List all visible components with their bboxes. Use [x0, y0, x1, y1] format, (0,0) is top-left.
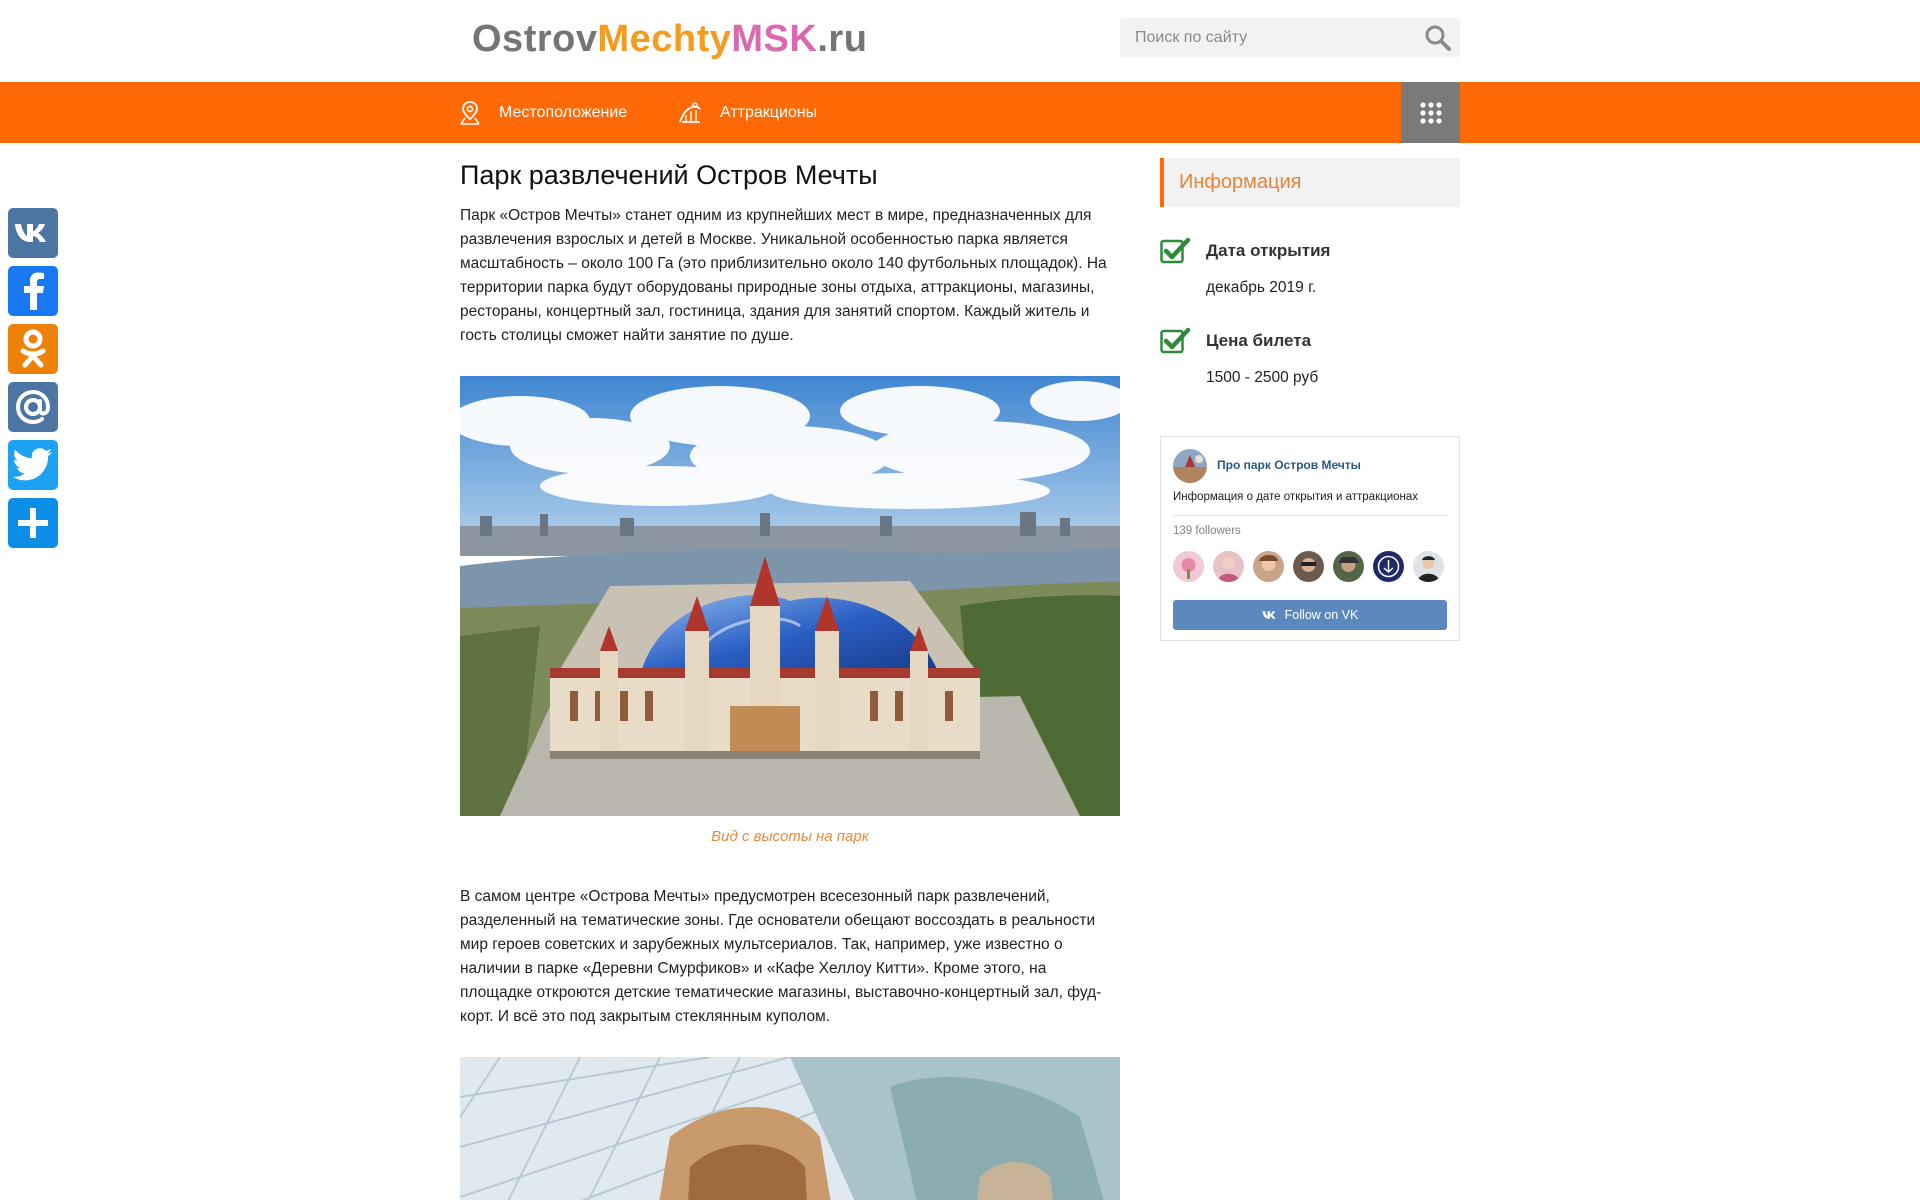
plus-icon [16, 506, 50, 540]
follower-avatar[interactable] [1293, 551, 1324, 582]
article [460, 158, 1120, 1200]
park-aerial-image [460, 376, 1120, 816]
vk-icon [14, 221, 52, 245]
vk-group-avatar[interactable] [1173, 449, 1207, 483]
checkmark-icon [1160, 327, 1190, 355]
vk-followers-count: 139 followers [1173, 525, 1241, 537]
info-label-opening-date: Дата открытия [1206, 241, 1331, 260]
share-mail-button[interactable] [8, 382, 58, 432]
nav-label-attractions: Аттракционы [720, 103, 818, 121]
search-box [1120, 18, 1460, 57]
logo-part-ostrov: Ostrov [472, 18, 598, 60]
info-header: Информация [1160, 158, 1460, 207]
vk-follow-label: Follow on VK [1284, 608, 1359, 622]
nav-item-location[interactable] [459, 82, 627, 143]
twitter-icon [13, 448, 53, 482]
grid-menu-icon [1419, 101, 1443, 125]
follower-avatar[interactable] [1413, 551, 1444, 582]
image-caption: Вид с высоты на парк [711, 828, 869, 845]
vk-follower-avatars [1173, 551, 1453, 582]
nav-item-attractions[interactable] [678, 82, 817, 143]
vk-group-description: Информация о дате открытия и аттракционах [1173, 491, 1419, 503]
vk-icon [1262, 610, 1278, 620]
main-nav [0, 82, 1920, 143]
info-value-ticket-price: 1500 - 2500 руб [1206, 369, 1319, 386]
site-logo[interactable] [472, 18, 867, 61]
odnoklassniki-icon [19, 329, 47, 369]
checkmark-icon [1160, 237, 1190, 265]
facebook-icon [21, 272, 45, 310]
follower-avatar[interactable] [1213, 551, 1244, 582]
search-input[interactable] [1120, 18, 1410, 57]
park-interior-image [460, 1057, 1120, 1200]
follower-avatar[interactable] [1373, 551, 1404, 582]
share-twitter-button[interactable] [8, 440, 58, 490]
grid-menu-button[interactable] [1401, 82, 1460, 143]
logo-part-domain: .ru [817, 18, 868, 60]
follower-avatar[interactable] [1253, 551, 1284, 582]
nav-label-location: Местоположение [499, 103, 628, 121]
vk-follow-button[interactable] [1173, 600, 1447, 630]
share-vk-button[interactable] [8, 208, 58, 258]
article-intro-paragraph: Парк «Остров Мечты» станет одним из крупнейших мест в мире, предназначенных для развлечения взрослых и детей в Москве. Уникальной особенностью парка является масштабность – около 100 Га (это приблизительно около 140 футбольных площадок). На территории парка будут оборудованы природные зоны отдыха, аттракционы, магазины, рестораны, концертный зал, гостиница, здания для занятий спортом. Каждый житель и гость столицы сможет найти занятие по душе. [460, 207, 1107, 344]
vk-group-name[interactable]: Про парк Остров Мечты [1217, 458, 1361, 472]
at-sign-icon [13, 387, 53, 427]
info-value-opening-date: декабрь 2019 г. [1206, 279, 1317, 296]
map-pin-icon [459, 100, 481, 126]
logo-part-msk: MSK [731, 18, 818, 60]
search-button[interactable] [1424, 24, 1452, 52]
article-title: Парк развлечений Остров Мечты [460, 160, 878, 190]
info-label-ticket-price: Цена билета [1206, 331, 1312, 350]
search-icon [1424, 24, 1452, 52]
share-facebook-button[interactable] [8, 266, 58, 316]
follower-avatar[interactable] [1173, 551, 1204, 582]
ride-icon [678, 101, 702, 125]
share-more-button[interactable] [8, 498, 58, 548]
share-odnoklassniki-button[interactable] [8, 324, 58, 374]
vk-divider [1173, 515, 1447, 516]
info-item-ticket-price [1160, 331, 1460, 387]
vk-group-widget [1160, 436, 1460, 641]
sidebar [1160, 158, 1460, 622]
follower-avatar[interactable] [1333, 551, 1364, 582]
site-header [0, 0, 1920, 82]
logo-part-mechty: Mechty [597, 18, 732, 60]
info-item-opening-date [1160, 241, 1460, 297]
article-second-paragraph: В самом центре «Острова Мечты» предусмотрен всесезонный парк развлечений, разделенный на тематические зоны. Где основатели обещают воссоздать в реальности мир героев советских и зарубежных мультсериалов. Так, например, уже известно о наличии в парке «Деревни Смурфиков» и «Кафе Хеллоу Китти». Кроме этого, на площадке откроются детские тематические магазины, выставочно-концертный зал, фуд-корт. И всё это под закрытым стеклянным куполом. [460, 888, 1102, 1025]
